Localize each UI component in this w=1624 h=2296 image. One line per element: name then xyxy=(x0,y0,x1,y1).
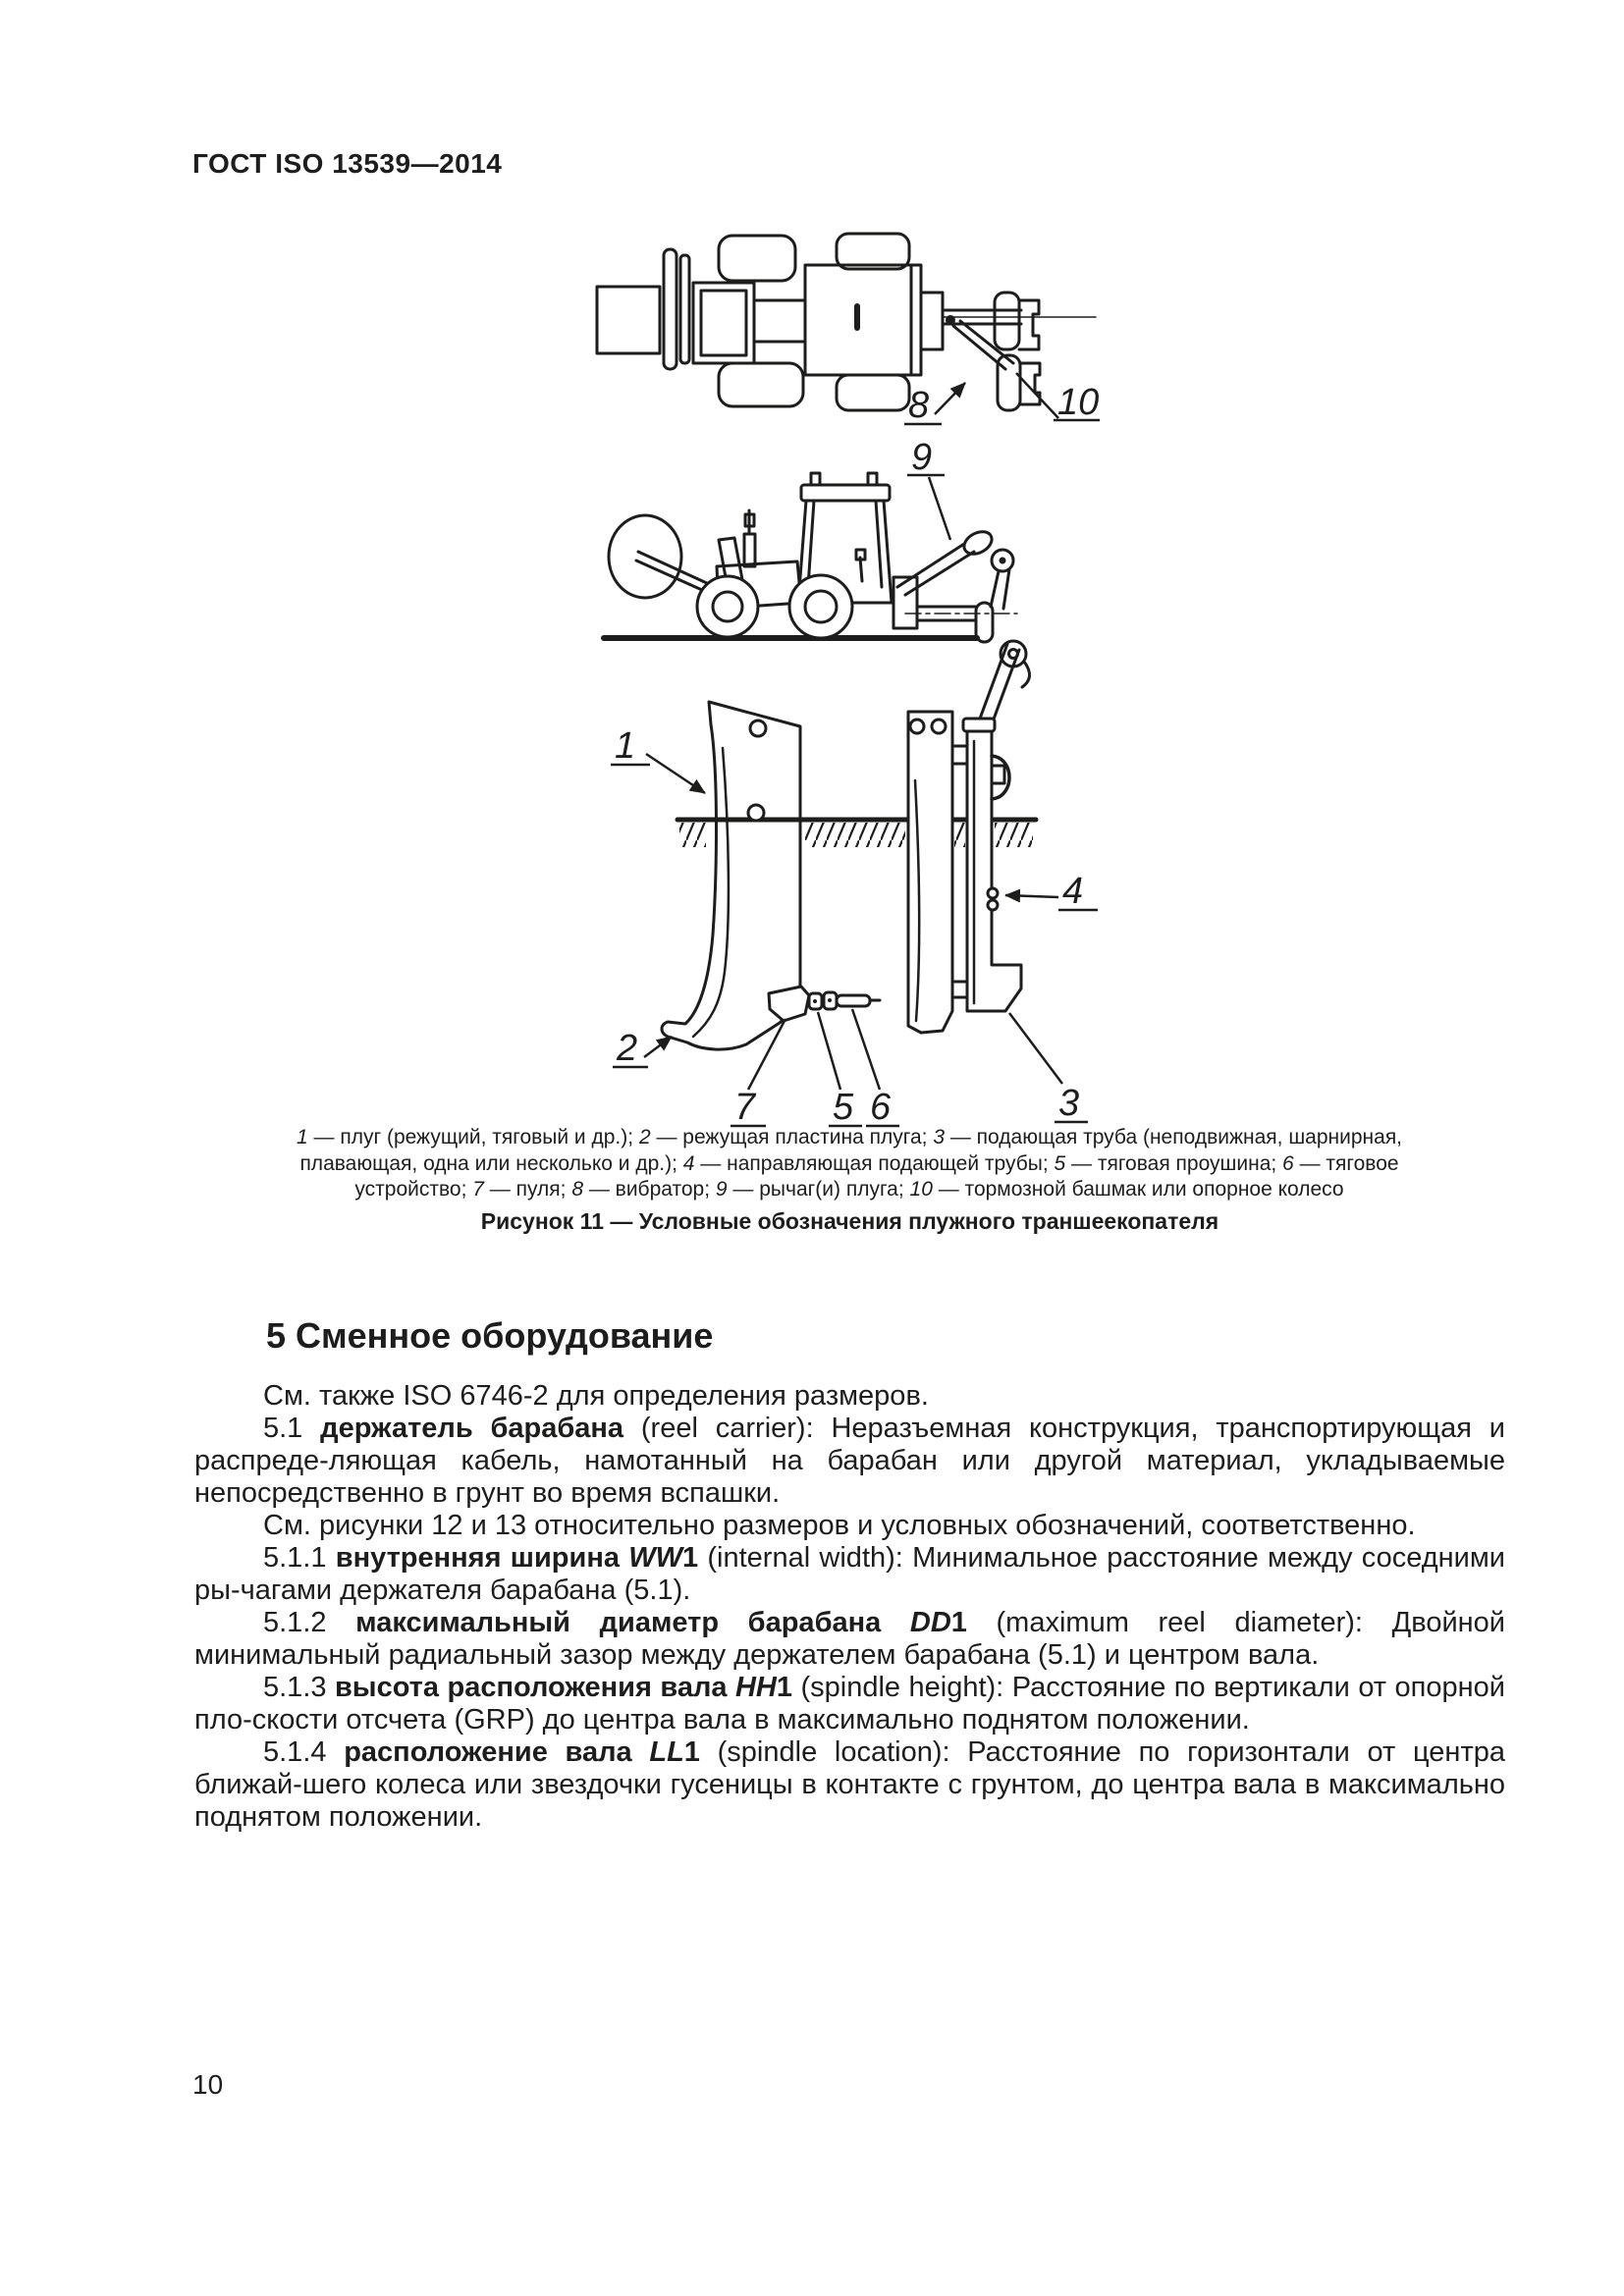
callout-6 xyxy=(852,1009,899,1128)
figure-plow-parts xyxy=(589,687,1178,1139)
paragraph-5-1-2: 5.1.2 максимальный диаметр барабана DD1 (maximum reel diameter): Двойной минимальный радиальный зазор между держателем барабана (5.1) и центром вала. xyxy=(194,1607,1505,1671)
plow-parts-drawing xyxy=(662,702,1036,1049)
figure-title: Рисунок 11 — Условные обозначения плужного траншеекопателя xyxy=(480,1208,1219,1234)
callout-4-label: 4 xyxy=(1062,871,1084,912)
paragraph-5-1: 5.1 держатель барабана (reel carrier): Неразъемная конструкция, транспортирующая и распреде-ляющая кабель, намотанный на барабан или другой материал, укладываемые непосредственно в грунт во время вспашки. xyxy=(194,1413,1505,1509)
tractor-top-view-drawing xyxy=(597,234,1096,410)
page-number: 10 xyxy=(192,2069,224,2100)
running-header: ГОСТ ISO 13539—2014 xyxy=(192,148,503,179)
callout-2-label: 2 xyxy=(617,1028,638,1069)
callout-9-label: 9 xyxy=(911,442,933,478)
callout-1-label: 1 xyxy=(615,725,636,767)
callout-8 xyxy=(904,383,965,426)
callout-5-label: 5 xyxy=(833,1087,854,1128)
callout-9 xyxy=(907,442,950,540)
callout-10-label: 10 xyxy=(1057,382,1100,423)
callout-7-label: 7 xyxy=(734,1087,756,1128)
callout-3-label: 3 xyxy=(1058,1083,1080,1124)
paragraph-5-1-1: 5.1.1 внутренняя ширина WW1 (internal width): Минимальное расстояние между соседними ры-чагами держателя барабана (5.1). xyxy=(194,1542,1505,1606)
paragraph-see-also: См. также ISO 6746-2 для определения размеров. xyxy=(263,1380,929,1412)
paragraph-5-1-4: 5.1.4 расположение вала LL1 (spindle location): Расстояние по горизонтали от центра ближай-шего колеса или звездочки гусеницы в контакте с грунтом, до центра вала в максимально поднятом положении. xyxy=(194,1736,1505,1833)
callout-5 xyxy=(818,1012,862,1128)
section-heading: 5 Сменное оборудование xyxy=(266,1315,714,1356)
callout-1 xyxy=(611,725,705,793)
callout-6-label: 6 xyxy=(870,1087,892,1128)
callout-3 xyxy=(1009,1013,1088,1124)
figure-trencher-top-view xyxy=(569,206,1119,461)
callout-4 xyxy=(1005,871,1098,912)
section-body xyxy=(194,1380,1505,1834)
figure-legend: 1 — плуг (режущий, тяговый и др.); 2 — режущая пластина плуга; 3 — подающая труба (неподвижная, шарнирная, плавающая, одна или несколько и др.); 4 — направляющая подающей трубы; 5 — тяговая проушина; 6 — тяговое устройство; 7 — пуля; 8 — вибратор; 9 — рычаг(и) плуга; 10 — тормозной башмак или опорное колесо xyxy=(296,1126,1403,1201)
callout-10 xyxy=(1016,373,1100,423)
paragraph-5-1-3: 5.1.3 высота расположения вала HH1 (spindle height): Расстояние по вертикали от опорной пло-скости отсчета (GRP) до центра вала в максимально поднятом положении. xyxy=(194,1672,1505,1735)
callout-8-label: 8 xyxy=(908,385,930,426)
paragraph-see-figures: См. рисунки 12 и 13 относительно размеров и условных обозначений, соответственно. xyxy=(263,1510,1416,1541)
